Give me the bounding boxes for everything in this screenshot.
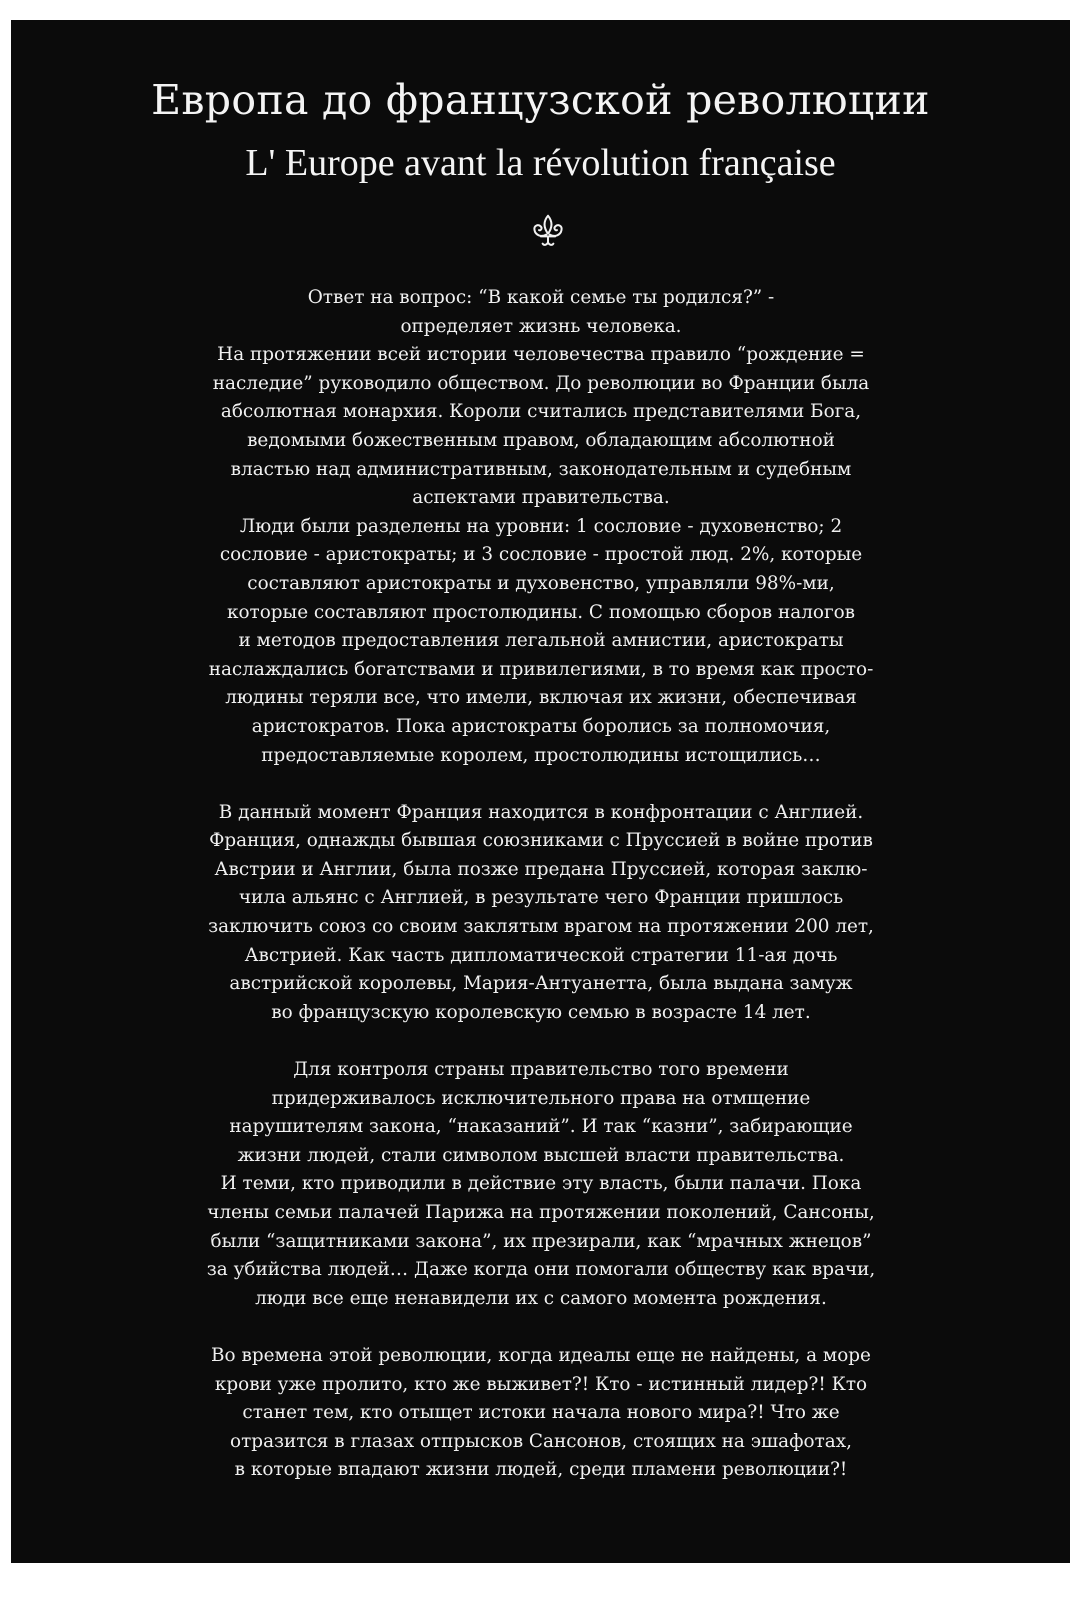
text-line: предоставляемые королем, простолюдины истощились… [261, 744, 821, 766]
text-line: нарушителям закона, “наказаний”. И так “казни”, забирающие [229, 1116, 853, 1138]
text-line: наслаждались богатствами и привилегиями, в то время как просто- [208, 658, 874, 680]
text-line: На протяжении всей истории человечества правило “рождение = [217, 344, 865, 366]
text-line: И теми, кто приводили в действие эту власть, были палачи. Пока [220, 1173, 862, 1195]
text-line: во французскую королевскую семью в возрасте 14 лет. [271, 1001, 811, 1023]
text-line: ведомыми божественным правом, обладающим абсолютной [247, 429, 835, 451]
text-line: которые составляют простолюдины. С помощью сборов налогов [226, 601, 856, 623]
text-line: аспектами правительства. [412, 487, 670, 509]
text-line: придерживалось исключительного права на отмщение [271, 1087, 811, 1109]
text-line: Ответ на вопрос: “В какой семье ты родился?” - [307, 287, 775, 308]
text-line: были “защитниками закона”, их презирали, как “мрачных жнецов” [210, 1230, 872, 1252]
text-line: составляют аристократы и духовенство, управляли 98%-ми, [247, 572, 835, 594]
text-line: Австрией. Как часть дипломатической стратегии 11-ая дочь [244, 944, 838, 966]
title-russian: Европа до французской революции [151, 76, 930, 124]
title-french: L' Europe avant la révolution française [245, 142, 836, 184]
text-line: за убийства людей… Даже когда они помогали обществу как врачи, [206, 1259, 876, 1281]
text-line: властью над административным, законодательным и судебным [230, 458, 852, 480]
text-line: наследие” руководило обществом. До революции во Франции была [212, 372, 870, 394]
text-line: абсолютная монархия. Короли считались представителями Бога, [220, 401, 862, 423]
text-line: заключить союз со своим заклятым врагом на протяжении 200 лет, [208, 916, 874, 938]
text-line: Австрии и Англии, была позже предана Пруссией, которая заклю- [214, 858, 868, 880]
text-line: В данный момент Франция находится в конфронтации с Англией. [218, 801, 864, 823]
text-line: крови уже пролито, кто же выживет?! Кто - истинный лидер?! Кто [214, 1373, 868, 1395]
text-line: люди все еще ненавидели их с самого момента рождения. [255, 1287, 827, 1309]
paragraph [161, 284, 921, 770]
text-line: жизни людей, стали символом высшей власти правительства. [237, 1144, 845, 1166]
text-line: людины теряли все, что имели, включая их жизни, обеспечивая [225, 687, 857, 709]
text-line: аристократов. Пока аристократы боролись за полномочия, [251, 715, 831, 737]
text-line: сословие - аристократы; и 3 сословие - простой люд. 2%, которые [219, 544, 863, 566]
intro-text [161, 284, 921, 1485]
text-line: и методов предоставления легальной амнистии, аристократы [238, 630, 844, 652]
text-line: Люди были разделены на уровни: 1 сословие - духовенство; 2 [239, 515, 843, 537]
text-line: Во времена этой революции, когда идеалы еще не найдены, а море [211, 1344, 871, 1366]
text-line: Франция, однажды бывшая союзниками с Пруссией в войне против [209, 830, 873, 852]
text-line: определяет жизнь человека. [400, 315, 682, 337]
text-panel [11, 20, 1070, 1563]
paragraph [161, 1342, 921, 1485]
text-line: чила альянс с Англией, в результате чего Франции пришлось [238, 887, 844, 909]
text-line: Для контроля страны правительство того времени [293, 1059, 789, 1081]
text-line: отразится в глазах отпрысков Сансонов, стоящих на эшафотах, [230, 1430, 852, 1452]
text-line: станет тем, кто отыщет истоки начала нового мира?! Что же [242, 1402, 840, 1424]
text-line: в которые впадают жизни людей, среди пламени революции?! [234, 1459, 848, 1481]
text-line: австрийской королевы, Мария-Антуанетта, была выдана замуж [229, 973, 853, 995]
paragraph [161, 1056, 921, 1313]
paragraph [161, 799, 921, 1028]
fleur-de-lis-icon [530, 213, 566, 249]
text-line: члены семьи палачей Парижа на протяжении поколений, Сансоны, [207, 1202, 875, 1223]
